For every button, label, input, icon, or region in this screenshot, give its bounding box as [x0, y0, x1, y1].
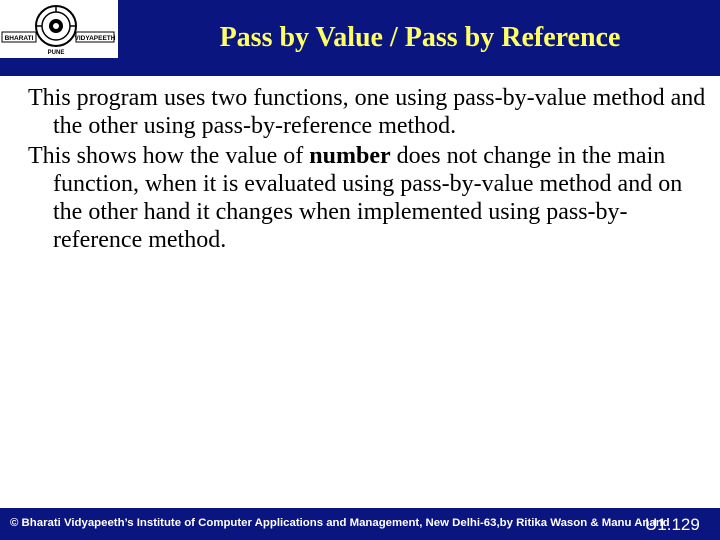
slide-footer: [0, 508, 720, 540]
institute-logo: [0, 0, 118, 58]
keyword-number: number: [309, 143, 391, 169]
slide-title: Pass by Value / Pass by Reference: [219, 22, 621, 53]
body-paragraph-2: [28, 142, 708, 254]
slide-number: U1.129: [645, 515, 700, 534]
slide-header: [0, 0, 720, 76]
slide-body: [28, 84, 708, 256]
logo-emblem-icon: [0, 0, 118, 58]
logo-left-text: BHARATI: [4, 35, 34, 42]
footer-copyright: © Bharati Vidyapeeth’s Institute of Computer Applications and Management, New Delhi-63,by Ritika Wason & Manu Anand: [10, 517, 670, 529]
paragraph-2-after: does not change in the main function, when it is evaluated using pass-by-value method and on the other hand it changes when implemented using pass-by-reference method.: [53, 143, 683, 253]
body-paragraph-1: This program uses two functions, one using pass-by-value method and the other using pass-by-reference method.: [28, 85, 706, 139]
paragraph-2-before: This shows how the value of: [28, 143, 310, 169]
logo-bottom-text: PUNE: [47, 50, 65, 56]
logo-right-text: VIDYAPEETH: [74, 35, 116, 42]
